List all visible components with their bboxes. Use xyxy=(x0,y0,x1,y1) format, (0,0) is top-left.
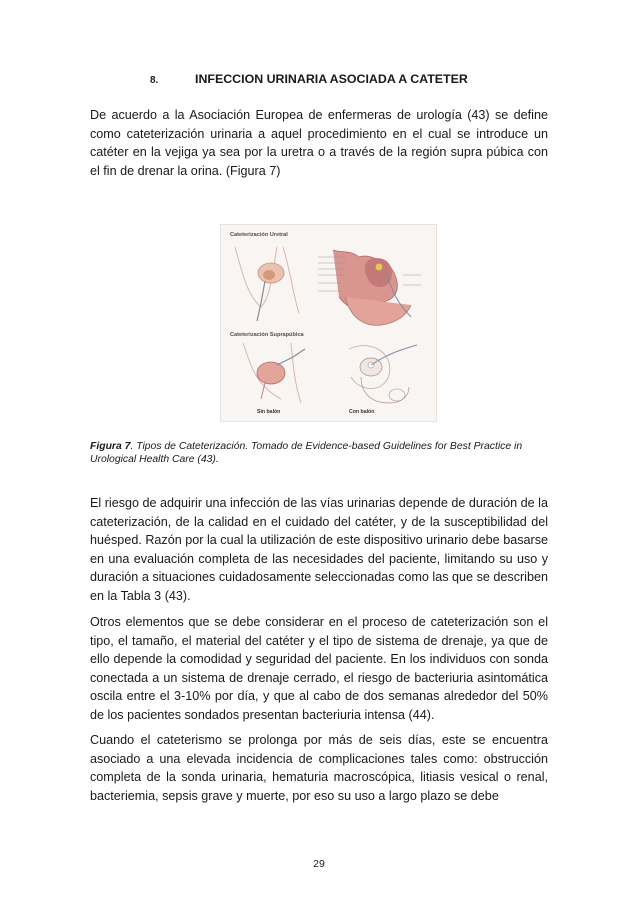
paragraph-definition: De acuerdo a la Asociación Europea de enfermeras de urología (43) se define como cateterización urinaria a aquel procedimiento en el cual se introduce un catéter en la vejiga ya sea por la uretra o a través de la región supra púbica con el fin de drenar la orina. (Figura 7) xyxy=(90,108,548,178)
figure-label-sin-balon: Sin balón xyxy=(257,409,281,415)
paragraph-complications: Cuando el cateterismo se prolonga por más de seis días, este se encuentra asociado a una elevada incidencia de complicaciones tales como: obstrucción completa de la sonda urinaria, hematuria macroscópica, litiasis vesical o renal, bacteriemia, sepsis grave y muerte, por eso su uso a largo plazo se debe xyxy=(90,733,548,803)
female-urethral-anatomy-drawing xyxy=(235,247,299,321)
figure-caption xyxy=(90,440,550,466)
section-heading xyxy=(150,72,468,86)
paragraph-infection-risk: El riesgo de adquirir una infección de las vías urinarias depende de duración de la cateterización, de la calidad en el cuidado del catéter, y de la susceptibilidad del huésped. Razón por la cual la utilización de este dispositivo urinario debe basarse en una evaluación completa de las necesidades del paciente, limitando su uso y duración a situaciones cuidadosamente seleccionadas como las que se describen en la Tabla 3 (43). xyxy=(90,496,548,603)
figure-label-suprapubic: Cateterización Suprapúbica xyxy=(230,332,304,338)
suprapubic-sin-balon-drawing xyxy=(243,343,305,403)
section-title: INFECCION URINARIA ASOCIADA A CATETER xyxy=(195,72,468,86)
suprapubic-con-balon-drawing xyxy=(349,345,417,403)
male-urethral-anatomy-drawing xyxy=(318,250,421,325)
figure-catheterization-illustration xyxy=(220,224,437,422)
figure-caption-text: . Tipos de Cateterización. Tomado de Evidence-based Guidelines for Best Practice in Urological Health Care (43). xyxy=(90,441,523,465)
figure-caption-title: Figura 7 xyxy=(90,441,131,452)
section-number: 8. xyxy=(150,75,159,86)
paragraph-catheter-elements: Otros elementos que se debe considerar en el proceso de cateterización son el tipo, el tamaño, el material del catéter y el tipo de sistema de drenaje, ya que de ello depende la comodidad y seguridad del paciente. En los individuos con sonda conectada a un sistema de drenaje cerrado, el riesgo de bacteriuria asintomática oscila entre el 3-10% por día, y que al cabo de dos semanas alrededor del 50% de los pacientes sondados presentan bacteriuria intensa (44). xyxy=(90,615,548,722)
figure-label-urethral: Cateterización Uretral xyxy=(230,232,288,238)
page-number: 29 xyxy=(313,858,325,870)
figure-label-con-balon: Con balón xyxy=(349,409,375,415)
